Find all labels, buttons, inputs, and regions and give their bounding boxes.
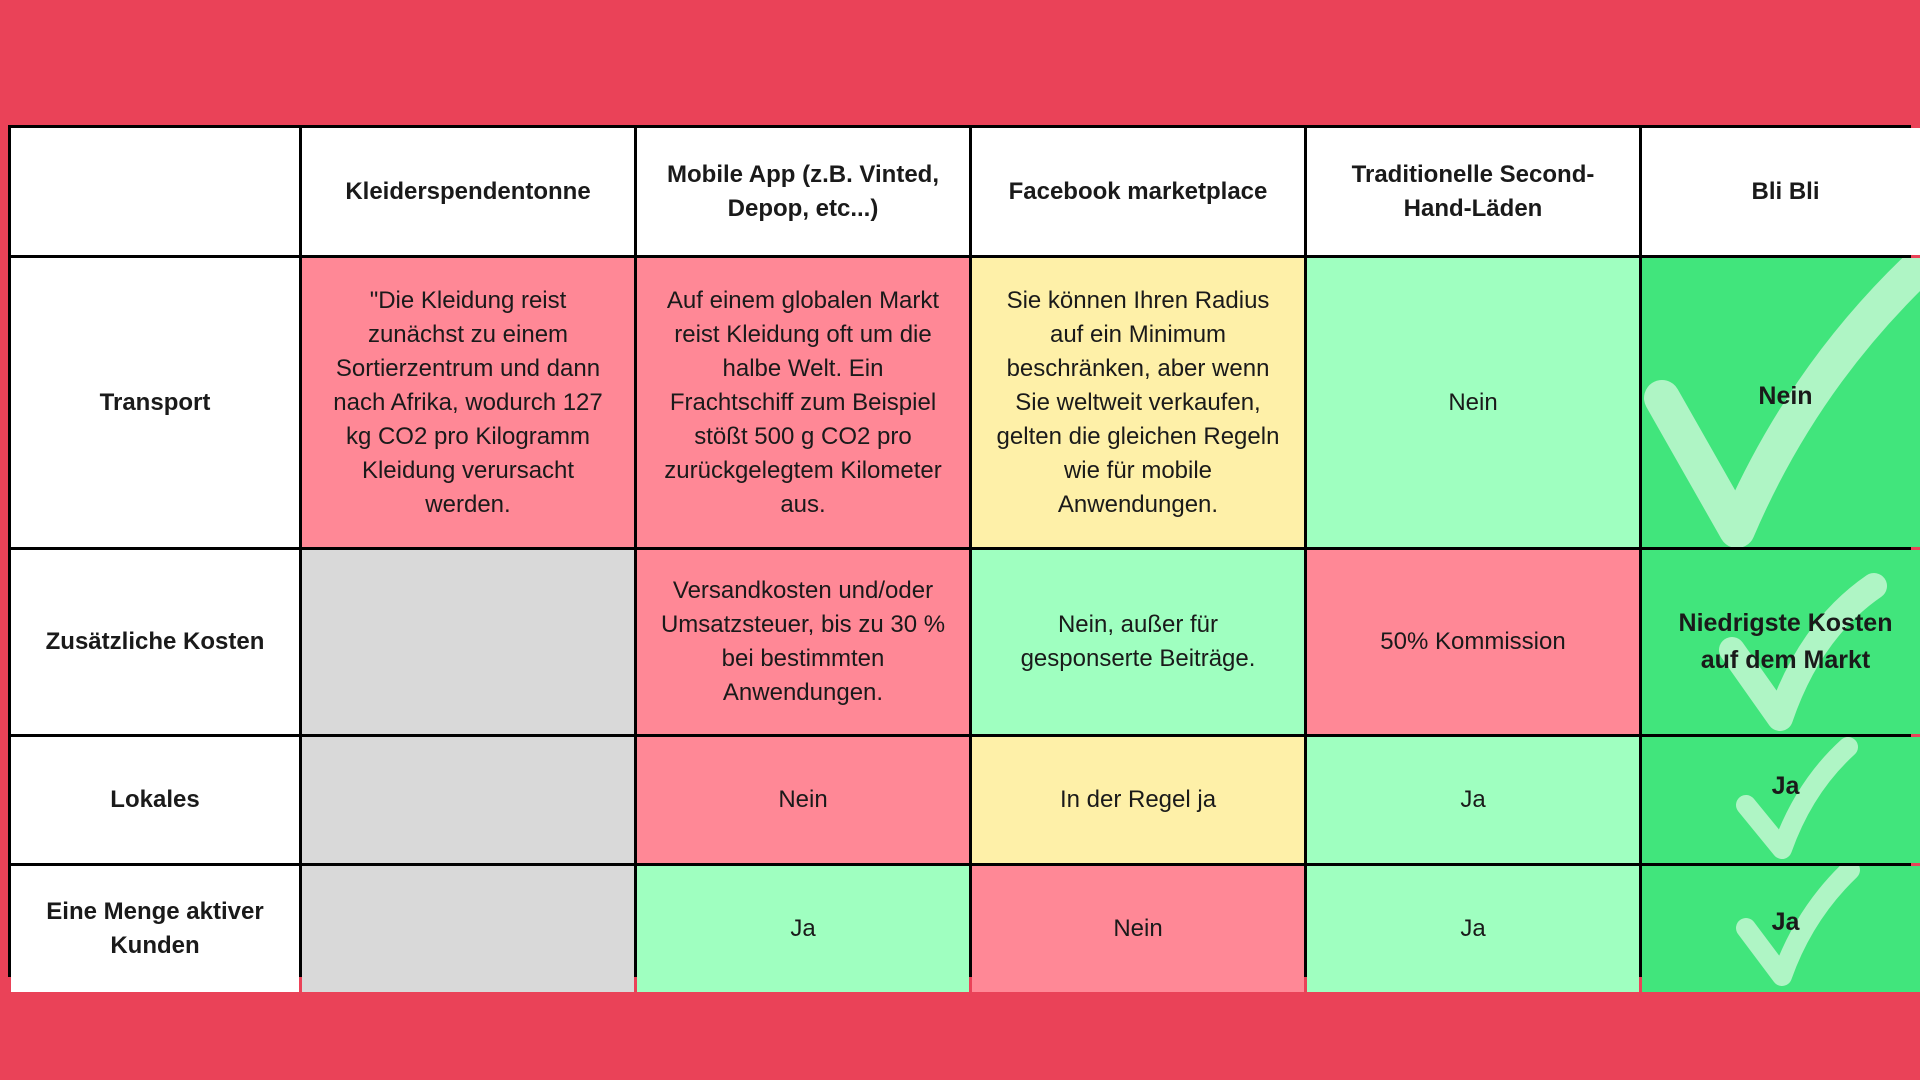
cell-transport-facebook: Sie können Ihren Radius auf ein Minimum beschränken, aber wenn Sie weltweit verkaufen, gelten die gleichen Regeln wie für mobile Anwendungen. xyxy=(972,258,1304,547)
cell-kunden-facebook: Nein xyxy=(972,866,1304,992)
cell-lokales-mobile-app: Nein xyxy=(637,737,969,863)
cell-kunden-kleiderspendentonne xyxy=(302,866,634,992)
cell-kunden-second-hand: Ja xyxy=(1307,866,1639,992)
cell-kosten-kleiderspendentonne xyxy=(302,550,634,734)
header-second-hand: Traditionelle Second-Hand-Läden xyxy=(1307,128,1639,255)
cell-lokales-bli-bli xyxy=(1642,737,1920,863)
cell-lokales-second-hand: Ja xyxy=(1307,737,1639,863)
bli-bli-value: Ja xyxy=(1771,907,1800,936)
header-mobile-app: Mobile App (z.B. Vinted, Depop, etc...) xyxy=(637,128,969,255)
cell-transport-mobile-app: Auf einem globalen Markt reist Kleidung oft um die halbe Welt. Ein Frachtschiff zum Beispiel stößt 500 g CO2 pro zurückgelegtem Kilometer aus. xyxy=(637,258,969,547)
header-corner xyxy=(11,128,299,255)
cell-kunden-bli-bli xyxy=(1642,866,1920,992)
cell-transport-kleiderspendentonne: "Die Kleidung reist zunächst zu einem Sortierzentrum und dann nach Afrika, wodurch 127 kg CO2 pro Kilogramm Kleidung verursacht werden. xyxy=(302,258,634,547)
cell-kosten-second-hand: 50% Kommission xyxy=(1307,550,1639,734)
bli-bli-value: Nein xyxy=(1758,382,1813,410)
cell-kosten-mobile-app: Versandkosten und/oder Umsatzsteuer, bis zu 30 % bei bestimmten Anwendungen. xyxy=(637,550,969,734)
row-label-transport: Transport xyxy=(11,258,299,547)
cell-transport-second-hand: Nein xyxy=(1307,258,1639,547)
cell-kunden-mobile-app: Ja xyxy=(637,866,969,992)
row-label-aktive-kunden: Eine Menge aktiver Kunden xyxy=(11,866,299,992)
cell-lokales-kleiderspendentonne xyxy=(302,737,634,863)
comparison-table xyxy=(8,125,1911,977)
cell-kosten-facebook: Nein, außer für gesponserte Beiträge. xyxy=(972,550,1304,734)
row-label-lokales: Lokales xyxy=(11,737,299,863)
header-facebook-marketplace: Facebook marketplace xyxy=(972,128,1304,255)
cell-kosten-bli-bli xyxy=(1642,550,1920,734)
bli-bli-value: Niedrigste Kosten auf dem Markt xyxy=(1678,609,1893,674)
cell-transport-bli-bli xyxy=(1642,258,1920,547)
header-kleiderspendentonne: Kleiderspendentonne xyxy=(302,128,634,255)
cell-lokales-facebook: In der Regel ja xyxy=(972,737,1304,863)
header-bli-bli: Bli Bli xyxy=(1642,128,1920,255)
row-label-zusaetzliche-kosten: Zusätzliche Kosten xyxy=(11,550,299,734)
bli-bli-value: Ja xyxy=(1771,771,1800,800)
